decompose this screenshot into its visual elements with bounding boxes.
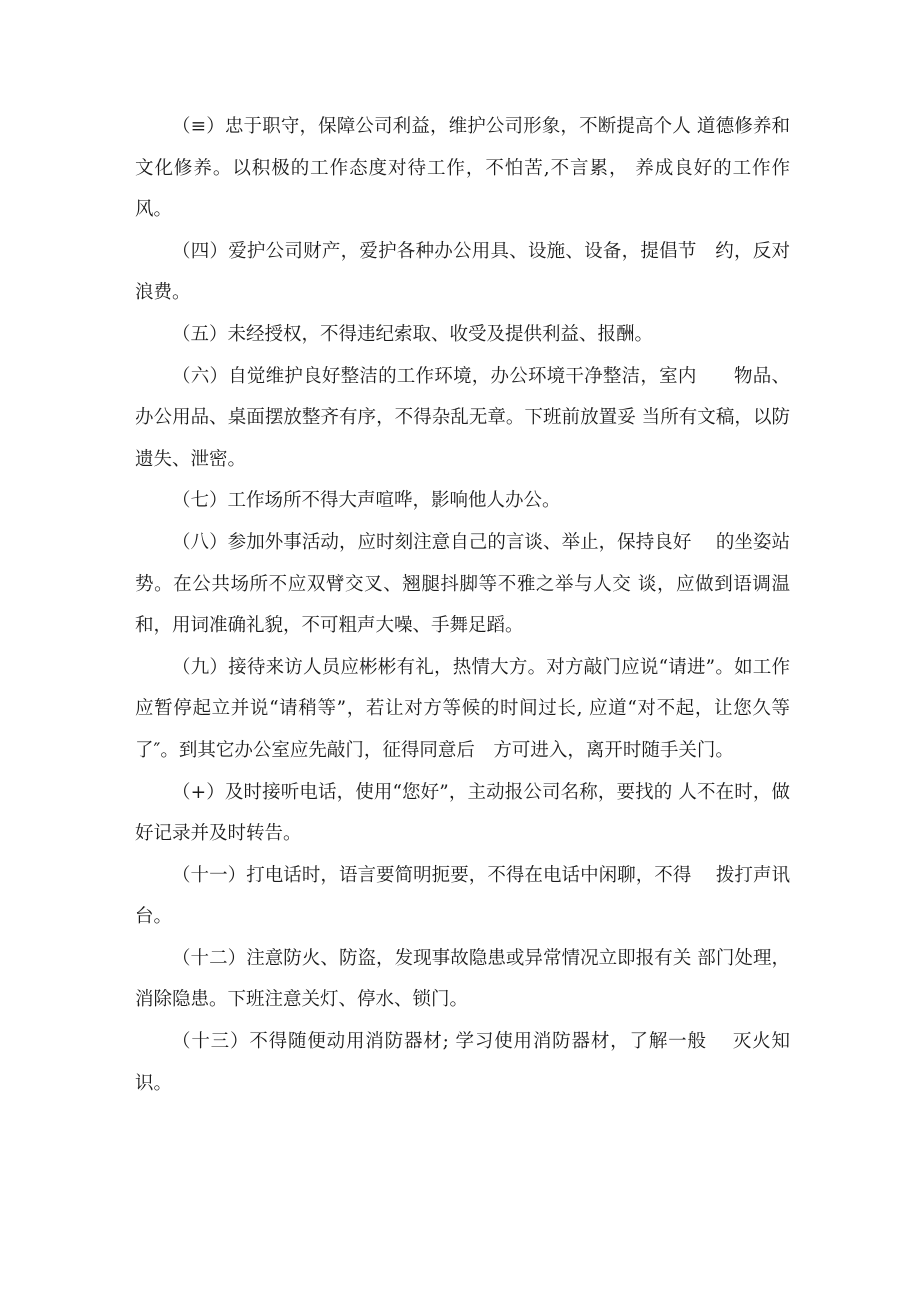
paragraph-item-8: （八）参加外事活动，应时刻注意自己的言谈、举止，保持良好 的坐姿站势。在公共场所不应双臂交叉、翘腿抖脚等不雅之举与人交 谈，应做到语调温和，用词准确礼貌，不可粗声大噪、手舞足蹈。	[135, 531, 790, 637]
paragraph-item-5: （五）未经授权，不得违纪索取、收受及提供利益、报酬。	[172, 323, 654, 345]
paragraph-item-10: （+）及时接听电话，使用“您好”，主动报公司名称，要找的 人不在时，做好记录并及时转告。	[135, 781, 790, 845]
paragraph-item-3: （≡）忠于职守，保障公司利益，维护公司形象，不断提高个人 道德修养和文化修养。以积极的工作态度对待工作，不怕苦,不言累， 养成良好的工作作风。	[135, 116, 790, 221]
paragraph-item-9: （九）接待来访人员应彬彬有礼，热情大方。对方敲门应说“请进”。如工作应暂停起立并说“请稍等”，若让对方等候的时间过长, 应道“对不起，让您久等了″。到其它办公室应先敲门，征得同意后 方可进入，离开时随手关门。	[135, 656, 790, 761]
paragraph-item-7: （七）工作场所不得大声喧哗，影响他人办公。	[172, 490, 561, 512]
paragraph-item-13: （十三）不得随便动用消防器材; 学习使用消防器材，了解一般 灭火知识。	[135, 1031, 790, 1094]
document-body	[135, 106, 790, 1104]
paragraph-item-6: （六）自觉维护良好整洁的工作环境，办公环境干净整洁，室内 物品、办公用品、桌面摆放整齐有序，不得杂乱无章。下班前放置妥 当所有文稿，以防遗失、泄密。	[135, 365, 790, 470]
paragraph-item-11: （十一）打电话时，语言要简明扼要，不得在电话中闲聊，不得 拨打声讯台。	[135, 864, 790, 928]
paragraph-item-4: （四）爱护公司财产，爱护各种办公用具、设施、设备，提倡节 约，反对浪费。	[135, 240, 790, 304]
paragraph-item-12: （十二）注意防火、防盗，发现事故隐患或异常情况立即报有关 部门处理，消除隐患。下班注意关灯、停水、锁门。	[135, 947, 790, 1011]
